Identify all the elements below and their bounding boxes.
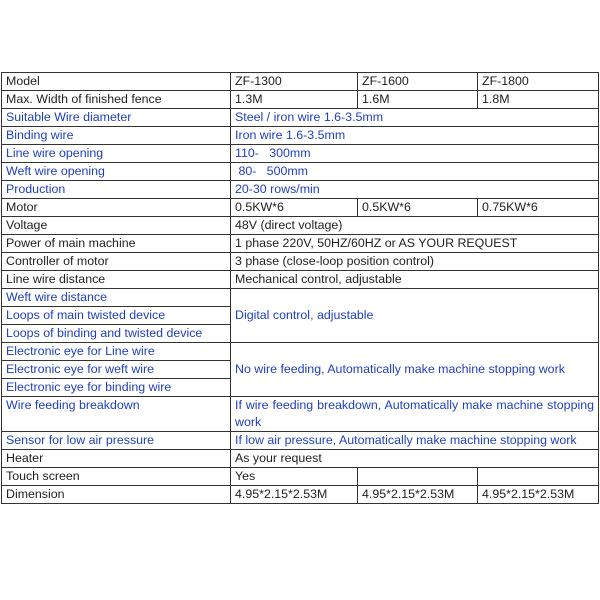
table-row xyxy=(2,343,599,361)
cell-value: 1.3M xyxy=(231,91,358,109)
row-label: Dimension xyxy=(2,486,231,504)
cell-value: Steel / iron wire 1.6-3.5mm xyxy=(231,109,599,127)
row-label: Wire feeding breakdown xyxy=(2,397,231,432)
column-header: ZF-1600 xyxy=(358,73,478,91)
table-row xyxy=(2,91,599,109)
cell-value: 4.95*2.15*2.53M xyxy=(478,486,599,504)
column-header: ZF-1800 xyxy=(478,73,599,91)
cell-value: 3 phase (close-loop position control) xyxy=(231,253,599,271)
cell-value: 1 phase 220V, 50HZ/60HZ or AS YOUR REQUEST xyxy=(231,235,599,253)
table-row xyxy=(2,235,599,253)
table-row xyxy=(2,271,599,289)
cell-value: 0.75KW*6 xyxy=(478,199,599,217)
row-label: Weft wire opening xyxy=(2,163,231,181)
cell-value: 1.8M xyxy=(478,91,599,109)
row-label: Max. Width of finished fence xyxy=(2,91,231,109)
table-row xyxy=(2,217,599,235)
row-label: Voltage xyxy=(2,217,231,235)
table-row xyxy=(2,199,599,217)
cell-value: No wire feeding, Automatically make machine stopping work xyxy=(231,343,599,397)
row-label: Touch screen xyxy=(2,468,231,486)
table-row xyxy=(2,450,599,468)
cell-value: 48V (direct voltage) xyxy=(231,217,599,235)
empty-cell xyxy=(358,468,478,486)
row-label: Sensor for low air pressure xyxy=(2,432,231,450)
cell-value: 20-30 rows/min xyxy=(231,181,599,199)
row-label: Binding wire xyxy=(2,127,231,145)
cell-value: 110- 300mm xyxy=(231,145,599,163)
row-label: Heater xyxy=(2,450,231,468)
table-row xyxy=(2,109,599,127)
row-label: Model xyxy=(2,73,231,91)
cell-value: 4.95*2.15*2.53M xyxy=(231,486,358,504)
row-label: Production xyxy=(2,181,231,199)
cell-value: Iron wire 1.6-3.5mm xyxy=(231,127,599,145)
cell-value: As your request xyxy=(231,450,599,468)
table-row xyxy=(2,145,599,163)
row-label: Line wire opening xyxy=(2,145,231,163)
table-row xyxy=(2,468,599,486)
table-row xyxy=(2,181,599,199)
cell-value: 1.6M xyxy=(358,91,478,109)
row-label: Electronic eye for weft wire xyxy=(2,361,231,379)
row-label: Electronic eye for binding wire xyxy=(2,379,231,397)
cell-value: Digital control, adjustable xyxy=(231,289,599,343)
row-label: Loops of binding and twisted device xyxy=(2,325,231,343)
cell-value: If low air pressure, Automatically make machine stopping work xyxy=(231,432,599,450)
cell-value: Mechanical control, adjustable xyxy=(231,271,599,289)
table-row xyxy=(2,127,599,145)
row-label: Suitable Wire diameter xyxy=(2,109,231,127)
table-row xyxy=(2,432,599,450)
table-row xyxy=(2,397,599,432)
cell-value: If wire feeding breakdown, Automatically make machine stopping work xyxy=(231,397,599,432)
spec-table xyxy=(1,72,599,504)
row-label: Motor xyxy=(2,199,231,217)
table-row xyxy=(2,163,599,181)
cell-value: Yes xyxy=(231,468,358,486)
table-row xyxy=(2,289,599,307)
row-label: Line wire distance xyxy=(2,271,231,289)
table-row xyxy=(2,253,599,271)
row-label: Weft wire distance xyxy=(2,289,231,307)
cell-value: 0.5KW*6 xyxy=(231,199,358,217)
row-label: Controller of motor xyxy=(2,253,231,271)
table-row xyxy=(2,486,599,504)
empty-cell xyxy=(478,468,599,486)
cell-value: 80- 500mm xyxy=(231,163,599,181)
table-row xyxy=(2,73,599,91)
row-label: Electronic eye for Line wire xyxy=(2,343,231,361)
column-header: ZF-1300 xyxy=(231,73,358,91)
cell-value: 4.95*2.15*2.53M xyxy=(358,486,478,504)
cell-value: 0.5KW*6 xyxy=(358,199,478,217)
row-label: Power of main machine xyxy=(2,235,231,253)
row-label: Loops of main twisted device xyxy=(2,307,231,325)
